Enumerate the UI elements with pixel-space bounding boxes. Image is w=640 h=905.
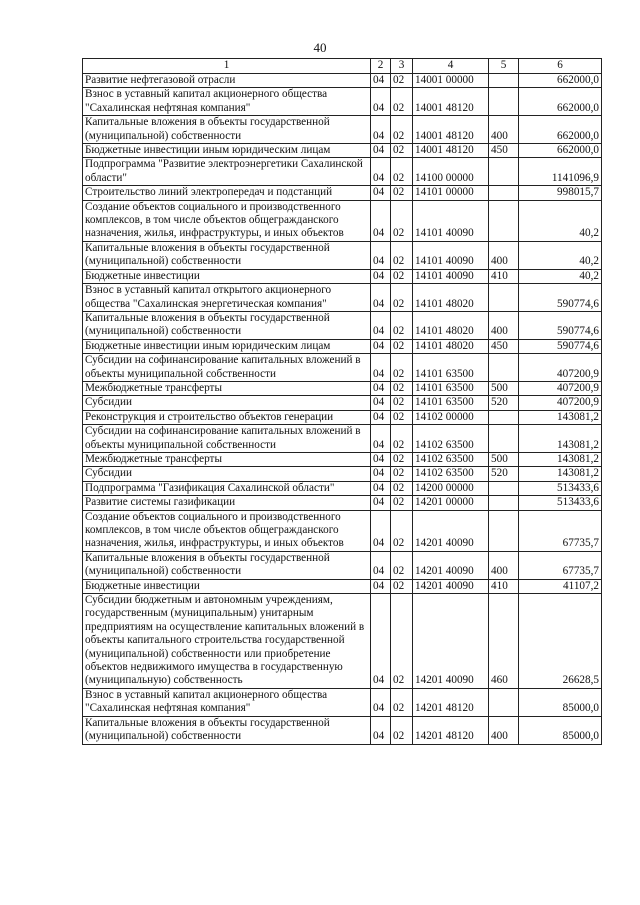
- table-header-row: [83, 59, 602, 74]
- row-name: Строительство линий электропередач и подстанций: [83, 186, 371, 200]
- column-header-6: 6: [519, 59, 602, 74]
- row-amount: 513433,6: [519, 496, 602, 510]
- row-name: Капитальные вложения в объекты государственной (муниципальной) собственности: [83, 716, 371, 744]
- row-name: Межбюджетные трансферты: [83, 381, 371, 395]
- row-subsection: 02: [391, 467, 413, 481]
- table-row: [83, 410, 602, 424]
- table-row: [83, 158, 602, 186]
- row-amount: 143081,2: [519, 452, 602, 466]
- row-name: Подпрограмма "Газификация Сахалинской области": [83, 481, 371, 495]
- row-amount: 590774,6: [519, 339, 602, 353]
- row-amount: 143081,2: [519, 425, 602, 453]
- row-amount: 407200,9: [519, 354, 602, 382]
- row-section: 04: [371, 186, 391, 200]
- row-amount: 662000,0: [519, 144, 602, 158]
- row-subsection: 02: [391, 241, 413, 269]
- table-row: [83, 481, 602, 495]
- row-section: 04: [371, 579, 391, 593]
- row-section: 04: [371, 88, 391, 116]
- row-name: Субсидии: [83, 467, 371, 481]
- row-subsection: 02: [391, 510, 413, 551]
- row-expense-type: 500: [489, 452, 519, 466]
- row-amount: 662000,0: [519, 74, 602, 88]
- page-number: 40: [313, 40, 327, 55]
- row-name: Развитие системы газификации: [83, 496, 371, 510]
- row-target-article: 14101 00000: [413, 186, 489, 200]
- row-expense-type: [489, 496, 519, 510]
- row-expense-type: 410: [489, 579, 519, 593]
- row-expense-type: 400: [489, 716, 519, 744]
- row-section: 04: [371, 551, 391, 579]
- row-amount: 407200,9: [519, 381, 602, 395]
- row-subsection: 02: [391, 410, 413, 424]
- table-body: [83, 74, 602, 745]
- row-target-article: 14102 63500: [413, 467, 489, 481]
- row-name: Бюджетные инвестиции: [83, 269, 371, 283]
- row-name: Бюджетные инвестиции: [83, 579, 371, 593]
- row-amount: 662000,0: [519, 116, 602, 144]
- row-section: 04: [371, 396, 391, 410]
- table-row: [83, 116, 602, 144]
- row-target-article: 14201 40090: [413, 510, 489, 551]
- row-subsection: 02: [391, 396, 413, 410]
- row-section: 04: [371, 510, 391, 551]
- row-amount: 40,2: [519, 200, 602, 241]
- row-target-article: 14101 63500: [413, 381, 489, 395]
- column-header-4: 4: [413, 59, 489, 74]
- row-name: Создание объектов социального и производственного комплексов, в том числе объектов общегражданского назначения, жилья, инфраструктуры, и иных объектов: [83, 510, 371, 551]
- row-name: Субсидии на софинансирование капитальных вложений в объекты муниципальной собственности: [83, 425, 371, 453]
- row-amount: 1141096,9: [519, 158, 602, 186]
- row-expense-type: [489, 425, 519, 453]
- row-amount: 26628,5: [519, 594, 602, 689]
- row-section: 04: [371, 452, 391, 466]
- row-target-article: 14201 40090: [413, 551, 489, 579]
- row-target-article: 14101 48020: [413, 284, 489, 312]
- table-row: [83, 339, 602, 353]
- row-name: Бюджетные инвестиции иным юридическим лицам: [83, 144, 371, 158]
- column-header-3: 3: [391, 59, 413, 74]
- row-expense-type: [489, 410, 519, 424]
- row-section: 04: [371, 269, 391, 283]
- table-row: [83, 594, 602, 689]
- row-amount: 662000,0: [519, 88, 602, 116]
- row-section: 04: [371, 425, 391, 453]
- row-expense-type: [489, 186, 519, 200]
- row-amount: 407200,9: [519, 396, 602, 410]
- row-target-article: 14100 00000: [413, 158, 489, 186]
- row-expense-type: [489, 74, 519, 88]
- row-name: Создание объектов социального и производственного комплексов, в том числе объектов общегражданского назначения, жилья, инфраструктуры, и иных объектов: [83, 200, 371, 241]
- row-target-article: 14001 48120: [413, 88, 489, 116]
- row-subsection: 02: [391, 116, 413, 144]
- row-amount: 67735,7: [519, 551, 602, 579]
- row-section: 04: [371, 116, 391, 144]
- row-target-article: 14102 63500: [413, 452, 489, 466]
- row-name: Подпрограмма "Развитие электроэнергетики Сахалинской области": [83, 158, 371, 186]
- row-subsection: 02: [391, 158, 413, 186]
- table-row: [83, 579, 602, 593]
- row-section: 04: [371, 339, 391, 353]
- row-target-article: 14201 40090: [413, 579, 489, 593]
- table-row: [83, 88, 602, 116]
- row-section: 04: [371, 688, 391, 716]
- row-section: 04: [371, 241, 391, 269]
- row-expense-type: 520: [489, 396, 519, 410]
- row-section: 04: [371, 716, 391, 744]
- row-section: 04: [371, 200, 391, 241]
- row-expense-type: 450: [489, 144, 519, 158]
- table-row: [83, 716, 602, 744]
- row-subsection: 02: [391, 354, 413, 382]
- row-subsection: 02: [391, 284, 413, 312]
- table-row: [83, 144, 602, 158]
- row-target-article: 14001 48120: [413, 144, 489, 158]
- column-header-5: 5: [489, 59, 519, 74]
- row-target-article: 14101 40090: [413, 241, 489, 269]
- table-row: [83, 311, 602, 339]
- row-amount: 143081,2: [519, 467, 602, 481]
- row-target-article: 14201 48120: [413, 716, 489, 744]
- row-section: 04: [371, 354, 391, 382]
- row-target-article: 14101 48020: [413, 339, 489, 353]
- row-name: Субсидии бюджетным и автономным учреждениям, государственным (муниципальным) унитарным предприятиям на осуществление капитальных вложений в объекты капитального строительства государственной (муниципальной) собственности или приобретение объектов недвижимого имущества в государственную (муниципальную) собственность: [83, 594, 371, 689]
- row-name: Взнос в уставный капитал акционерного общества "Сахалинская нефтяная компания": [83, 688, 371, 716]
- row-expense-type: 500: [489, 381, 519, 395]
- table-row: [83, 269, 602, 283]
- row-target-article: 14001 00000: [413, 74, 489, 88]
- row-subsection: 02: [391, 688, 413, 716]
- row-target-article: 14201 00000: [413, 496, 489, 510]
- table-row: [83, 354, 602, 382]
- row-section: 04: [371, 311, 391, 339]
- row-amount: 143081,2: [519, 410, 602, 424]
- row-subsection: 02: [391, 200, 413, 241]
- row-subsection: 02: [391, 452, 413, 466]
- row-amount: 590774,6: [519, 311, 602, 339]
- row-expense-type: 460: [489, 594, 519, 689]
- row-target-article: 14200 00000: [413, 481, 489, 495]
- row-expense-type: 400: [489, 311, 519, 339]
- row-section: 04: [371, 410, 391, 424]
- row-name: Развитие нефтегазовой отрасли: [83, 74, 371, 88]
- table-row: [83, 186, 602, 200]
- row-expense-type: 400: [489, 116, 519, 144]
- row-amount: 40,2: [519, 241, 602, 269]
- row-section: 04: [371, 144, 391, 158]
- table-row: [83, 688, 602, 716]
- row-name: Бюджетные инвестиции иным юридическим лицам: [83, 339, 371, 353]
- row-subsection: 02: [391, 339, 413, 353]
- row-name: Субсидии: [83, 396, 371, 410]
- row-name: Капитальные вложения в объекты государственной (муниципальной) собственности: [83, 241, 371, 269]
- row-amount: 590774,6: [519, 284, 602, 312]
- table-row: [83, 284, 602, 312]
- row-name: Капитальные вложения в объекты государственной (муниципальной) собственности: [83, 116, 371, 144]
- table-row: [83, 241, 602, 269]
- row-section: 04: [371, 467, 391, 481]
- row-name: Взнос в уставный капитал акционерного общества "Сахалинская нефтяная компания": [83, 88, 371, 116]
- row-expense-type: 450: [489, 339, 519, 353]
- row-expense-type: [489, 481, 519, 495]
- row-name: Капитальные вложения в объекты государственной (муниципальной) собственности: [83, 551, 371, 579]
- row-name: Взнос в уставный капитал открытого акционерного общества "Сахалинская энергетическая компания": [83, 284, 371, 312]
- row-expense-type: 520: [489, 467, 519, 481]
- row-target-article: 14101 40090: [413, 200, 489, 241]
- table-row: [83, 551, 602, 579]
- row-amount: 513433,6: [519, 481, 602, 495]
- row-amount: 998015,7: [519, 186, 602, 200]
- row-section: 04: [371, 381, 391, 395]
- table-row: [83, 396, 602, 410]
- row-target-article: 14101 63500: [413, 354, 489, 382]
- row-target-article: 14101 40090: [413, 269, 489, 283]
- row-amount: 40,2: [519, 269, 602, 283]
- table-row: [83, 496, 602, 510]
- row-target-article: 14201 40090: [413, 594, 489, 689]
- row-section: 04: [371, 74, 391, 88]
- row-expense-type: [489, 284, 519, 312]
- row-expense-type: 400: [489, 551, 519, 579]
- row-name: Капитальные вложения в объекты государственной (муниципальной) собственности: [83, 311, 371, 339]
- row-expense-type: [489, 510, 519, 551]
- row-target-article: 14101 48020: [413, 311, 489, 339]
- row-subsection: 02: [391, 381, 413, 395]
- row-subsection: 02: [391, 716, 413, 744]
- row-expense-type: [489, 354, 519, 382]
- row-name: Реконструкция и строительство объектов генерации: [83, 410, 371, 424]
- row-section: 04: [371, 284, 391, 312]
- row-subsection: 02: [391, 579, 413, 593]
- row-subsection: 02: [391, 496, 413, 510]
- row-subsection: 02: [391, 144, 413, 158]
- row-amount: 41107,2: [519, 579, 602, 593]
- row-section: 04: [371, 594, 391, 689]
- table-row: [83, 381, 602, 395]
- row-target-article: 14102 00000: [413, 410, 489, 424]
- row-subsection: 02: [391, 551, 413, 579]
- table-row: [83, 467, 602, 481]
- row-section: 04: [371, 481, 391, 495]
- row-subsection: 02: [391, 594, 413, 689]
- budget-table: [82, 58, 602, 745]
- row-amount: 85000,0: [519, 716, 602, 744]
- row-amount: 85000,0: [519, 688, 602, 716]
- row-subsection: 02: [391, 186, 413, 200]
- row-amount: 67735,7: [519, 510, 602, 551]
- table-row: [83, 425, 602, 453]
- row-expense-type: [489, 88, 519, 116]
- row-target-article: 14102 63500: [413, 425, 489, 453]
- row-expense-type: [489, 200, 519, 241]
- table-row: [83, 452, 602, 466]
- row-expense-type: 410: [489, 269, 519, 283]
- column-header-1: 1: [83, 59, 371, 74]
- row-name: Межбюджетные трансферты: [83, 452, 371, 466]
- row-target-article: 14101 63500: [413, 396, 489, 410]
- row-target-article: 14201 48120: [413, 688, 489, 716]
- row-subsection: 02: [391, 269, 413, 283]
- row-subsection: 02: [391, 74, 413, 88]
- row-target-article: 14001 48120: [413, 116, 489, 144]
- row-subsection: 02: [391, 311, 413, 339]
- row-subsection: 02: [391, 481, 413, 495]
- row-expense-type: [489, 688, 519, 716]
- row-section: 04: [371, 496, 391, 510]
- row-expense-type: [489, 158, 519, 186]
- row-name: Субсидии на софинансирование капитальных вложений в объекты муниципальной собственности: [83, 354, 371, 382]
- table-row: [83, 74, 602, 88]
- row-subsection: 02: [391, 425, 413, 453]
- row-subsection: 02: [391, 88, 413, 116]
- column-header-2: 2: [371, 59, 391, 74]
- row-expense-type: 400: [489, 241, 519, 269]
- table-row: [83, 200, 602, 241]
- table-row: [83, 510, 602, 551]
- row-section: 04: [371, 158, 391, 186]
